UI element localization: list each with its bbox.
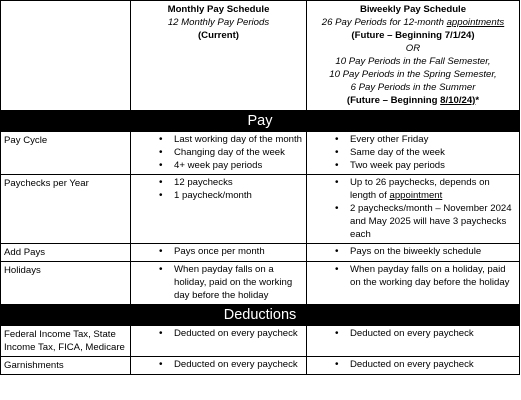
list-item: • 12 paychecks [131,176,306,189]
deductions-section-row [1,305,520,326]
list-item: • Two week pay periods [307,159,519,172]
paychecks-monthly-cell [131,175,307,244]
list-item [307,176,519,202]
paychecks-length-text: Up to 26 paychecks, depends on length of [350,177,490,201]
pay-cycle-row [1,132,520,175]
list-item: • 4+ week pay periods [131,159,306,172]
holidays-monthly-cell [131,262,307,305]
list-item: • Every other Friday [307,133,519,146]
pay-section-heading: Pay [1,111,520,132]
biweekly-future-date-1: (Future – Beginning 7/1/24) [351,30,475,41]
list-item: • Changing day of the week [131,146,306,159]
list-item: • 2 paychecks/month – November 2024 and May 2025 will have 3 paychecks each [307,202,519,241]
paychecks-biweekly-list [307,175,519,243]
header-empty-cell [1,1,131,111]
paychecks-monthly-list [131,175,306,204]
garnishments-row [1,357,520,375]
pay-cycle-monthly-list [131,132,306,174]
garnishments-biweekly-cell [307,357,520,375]
biweekly-or: OR [405,43,421,54]
paychecks-biweekly-cell [307,175,520,244]
list-item: • Deducted on every paycheck [307,358,519,371]
deductions-section-heading: Deductions [1,305,520,326]
appointments-link[interactable]: appointments [446,17,505,28]
list-item: • Pays on the biweekly schedule [307,245,519,258]
taxes-row [1,326,520,357]
list-item: • Last working day of the month [131,133,306,146]
pay-cycle-biweekly-list [307,132,519,174]
list-item: • Deducted on every paycheck [307,327,519,340]
pay-cycle-biweekly-cell [307,132,520,175]
monthly-title: Monthly Pay Schedule [167,4,270,15]
add-pays-label: Add Pays [1,244,131,262]
add-pays-monthly-list [131,244,306,260]
biweekly-summer: 6 Pay Periods in the Summer [350,82,476,93]
add-pays-monthly-cell [131,244,307,262]
holidays-biweekly-cell [307,262,520,305]
add-pays-biweekly-cell [307,244,520,262]
pay-cycle-monthly-cell [131,132,307,175]
taxes-monthly-cell [131,326,307,357]
list-item: • 1 paycheck/month [131,189,306,202]
header-row [1,1,520,111]
list-item: • Same day of the week [307,146,519,159]
biweekly-future-date-2-pre: (Future – Beginning [346,95,441,106]
add-pays-biweekly-list [307,244,519,260]
garnishments-biweekly-list [307,357,519,373]
monthly-status: (Current) [197,30,240,41]
pay-cycle-label: Pay Cycle [1,132,131,175]
taxes-monthly-list [131,326,306,342]
garnishments-monthly-list [131,357,306,373]
add-pays-row [1,244,520,262]
list-item: • When payday falls on a holiday, paid on the working day before the holiday [131,263,306,302]
garnishments-monthly-cell [131,357,307,375]
appointment-link[interactable]: appointment [389,190,443,201]
taxes-biweekly-list [307,326,519,342]
date-link[interactable]: 8/10/24) [440,95,476,106]
list-item: • Deducted on every paycheck [131,327,306,340]
taxes-biweekly-cell [307,326,520,357]
holidays-biweekly-list [307,262,519,291]
biweekly-header-cell [307,1,520,111]
monthly-header-cell [131,1,307,111]
holidays-monthly-list [131,262,306,304]
taxes-label: Federal Income Tax, State Income Tax, FICA, Medicare [1,326,131,357]
list-item: • When payday falls on a holiday, paid on the working day before the holiday [307,263,519,289]
pay-section-row [1,111,520,132]
monthly-periods: 12 Monthly Pay Periods [167,17,270,28]
biweekly-title: Biweekly Pay Schedule [359,4,467,15]
biweekly-spring: 10 Pay Periods in the Spring Semester, [329,69,497,80]
paychecks-row [1,175,520,244]
list-item: • Deducted on every paycheck [131,358,306,371]
holidays-row [1,262,520,305]
list-item: • Pays once per month [131,245,306,258]
garnishments-label: Garnishments [1,357,131,375]
biweekly-fall: 10 Pay Periods in the Fall Semester, [335,56,491,67]
paychecks-label: Paychecks per Year [1,175,131,244]
footnote-asterisk: * [475,95,480,106]
biweekly-periods-12month: 26 Pay Periods for 12-month [321,17,447,28]
holidays-label: Holidays [1,262,131,305]
